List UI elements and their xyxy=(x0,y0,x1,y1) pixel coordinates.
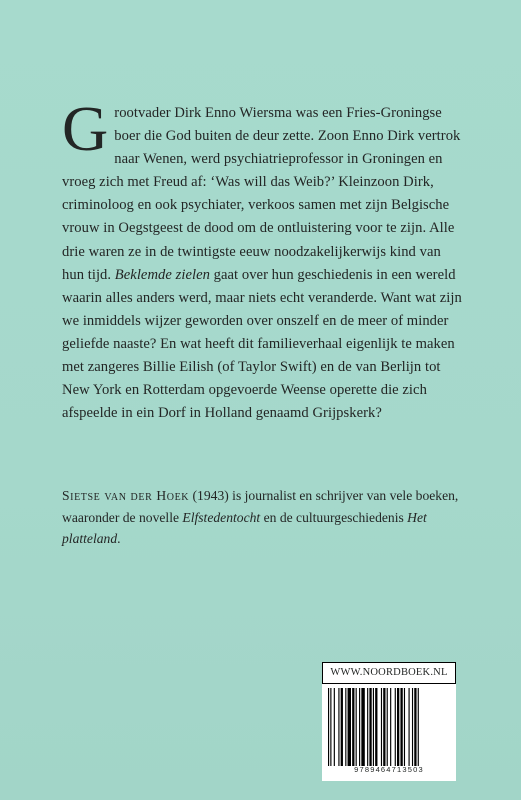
author-bio-part-3: . xyxy=(117,531,121,546)
barcode-bar xyxy=(395,688,396,766)
barcode-bar xyxy=(381,688,382,766)
barcode-bar xyxy=(369,688,371,766)
barcode-bar xyxy=(352,688,354,766)
barcode-bar xyxy=(404,688,405,766)
barcode-icon xyxy=(328,688,450,766)
barcode-panel xyxy=(322,662,456,781)
barcode-bar xyxy=(356,688,357,766)
author-work-2: Het platteland xyxy=(62,509,427,546)
barcode-bar xyxy=(373,688,374,766)
barcode-bar xyxy=(361,688,364,766)
barcode-bar xyxy=(359,688,360,766)
author-bio-part-2: en de cultuurgeschiedenis xyxy=(260,509,408,525)
barcode-bar xyxy=(409,688,410,766)
barcode-bar xyxy=(338,688,339,766)
blurb-part-2: gaat over hun geschiedenis in een wereld waarin alles anders werd, maar niets echt veranderde. Want wat zijn we inmiddels wijzer geworden over onszelf en de meer of minder geliefde naaste? En wat heeft dit familieverhaal eigenlijk te maken met zangeres Billie Eilish (of Taylor Swift) en de van Berlijn tot New York en Rotterdam opgevoerde Weense operette die zich afspeelde in ein Dorf in Holland genaamd Grijpskerk? xyxy=(62,266,462,422)
barcode-bar xyxy=(330,688,331,766)
barcode-bar xyxy=(397,688,399,766)
barcode-bar xyxy=(390,688,391,766)
author-year: (1943) xyxy=(192,488,229,503)
blurb-part-1: rootvader Dirk Enno Wiersma was een Fries-Groningse boer die God buiten de deur zette. Zoon Enno Dirk vertrok naar Wenen, werd psychiatrieprofessor in Groningen en vroeg zich met Freud af: ‘Was will das Weib?’ Kleinzoon Dirk, criminoloog en ook psychiater, verkoos samen met zijn Belgische vrouw in Oegstgeest de dood om de ontluistering voor te zijn. Alle drie waren ze in de twintigste eeuw noodzakelijkerwijs kind van hun tijd. xyxy=(62,105,461,283)
barcode-bar xyxy=(348,688,351,766)
barcode-bar xyxy=(418,688,419,766)
barcode-bar xyxy=(334,688,335,766)
isbn-digits: 9789464713503 xyxy=(354,765,424,774)
barcode-bar xyxy=(412,688,413,766)
author-name: Sietse van der Hoek xyxy=(62,488,190,503)
author-work-1: Elfstedentocht xyxy=(182,509,261,525)
book-title: Beklemde zielen xyxy=(114,266,210,283)
barcode-bar xyxy=(345,688,346,766)
publisher-url: WWW.NOORDBOEK.NL xyxy=(322,662,456,684)
barcode-bar xyxy=(400,688,402,766)
barcode-bar xyxy=(328,688,329,766)
barcode-bar xyxy=(387,688,388,766)
barcode-bar xyxy=(375,688,377,766)
blurb-text xyxy=(62,93,462,425)
barcode-bar xyxy=(383,688,385,766)
drop-cap: G xyxy=(62,93,109,164)
barcode-bar xyxy=(341,688,343,766)
barcode-bar xyxy=(414,688,416,766)
author-bio xyxy=(62,485,462,550)
barcode-bar xyxy=(367,688,368,766)
author-bio-part-1: is journalist en schrijver van vele boeken, waaronder de novelle xyxy=(62,488,459,525)
